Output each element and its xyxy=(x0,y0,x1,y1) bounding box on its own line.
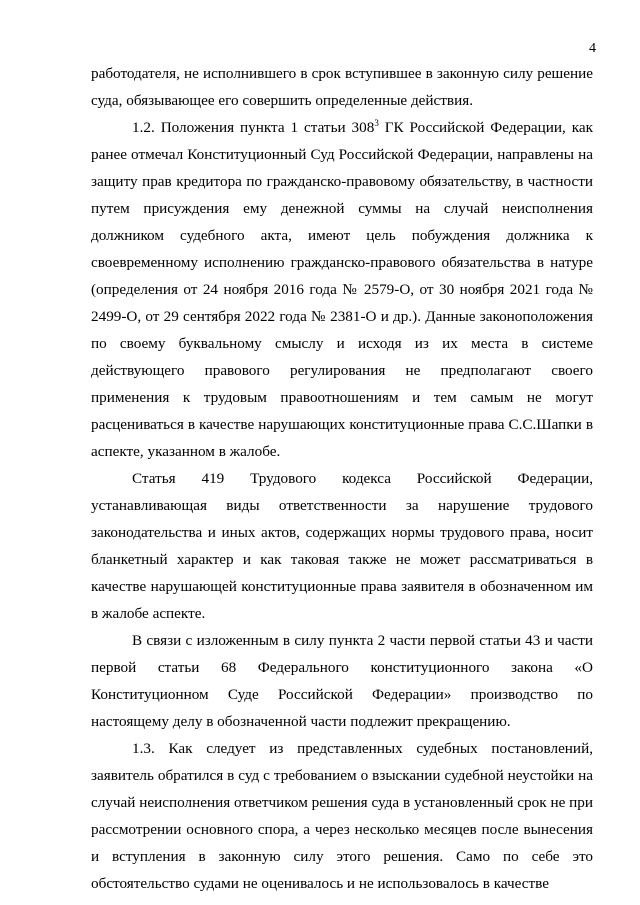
paragraph-termination: В связи с изложенным в силу пункта 2 части первой статьи 43 и части первой статьи 68 Федерального конституционного закона «О Конституционном Суде Российской Федерации» производство по настоящему делу в обозначенной части подлежит прекращению. xyxy=(91,632,593,730)
paragraph-continuation: работодателя, не исполнившего в срок вступившее в законную силу решение суда, обязывающее его совершить определенные действия. xyxy=(91,65,593,109)
article-superscript: 3 xyxy=(374,117,379,128)
document-body xyxy=(91,60,593,897)
paragraph-article-419: Статья 419 Трудового кодекса Российской Федерации, устанавливающая виды ответственности за нарушение трудового законодательства и иных актов, содержащих нормы трудового права, носит бланкетный характер и как таковая также не может рассматриваться в качестве нарушающей конституционные права заявителя в обозначенном им в жалобе аспекте. xyxy=(91,470,593,622)
paragraph-1-2 xyxy=(91,114,593,465)
paragraph-1-2-text-end: ГК Российской Федерации, как ранее отмечал Конституционный Суд Российской Федерации, направлены на защиту прав кредитора по гражданско-правовому обязательству, в частности путем присуждения ему денежной суммы на случай неисполнения должником судебного акта, имеют цель побуждения должника к своевременному исполнению гражданско-правового обязательства в натуре (определения от 24 ноября 2016 года № 2579-О, от 30 ноября 2021 года № 2499-О, от 29 сентября 2022 года № 2381-О и др.). Данные законоположения по своему буквальному смыслу и исходя из их места в системе действующего правового регулирования не предполагают своего применения к трудовым правоотношениям и тем самым не могут расцениваться в качестве нарушающих конституционные права С.С.Шапки в аспекте, указанном в жалобе. xyxy=(91,119,593,460)
paragraph-1-3: 1.3. Как следует из представленных судебных постановлений, заявитель обратился в суд с требованием о взыскании судебной неустойки на случай неисполнения ответчиком решения суда в установленный срок не при рассмотрении основного спора, а через несколько месяцев после вынесения и вступления в законную силу этого решения. Само по себе это обстоятельство судами не оценивалось и не использовалось в качестве xyxy=(91,740,593,892)
page-number: 4 xyxy=(589,41,596,56)
paragraph-1-2-text-start: 1.2. Положения пункта 1 статьи 308 xyxy=(132,119,375,136)
